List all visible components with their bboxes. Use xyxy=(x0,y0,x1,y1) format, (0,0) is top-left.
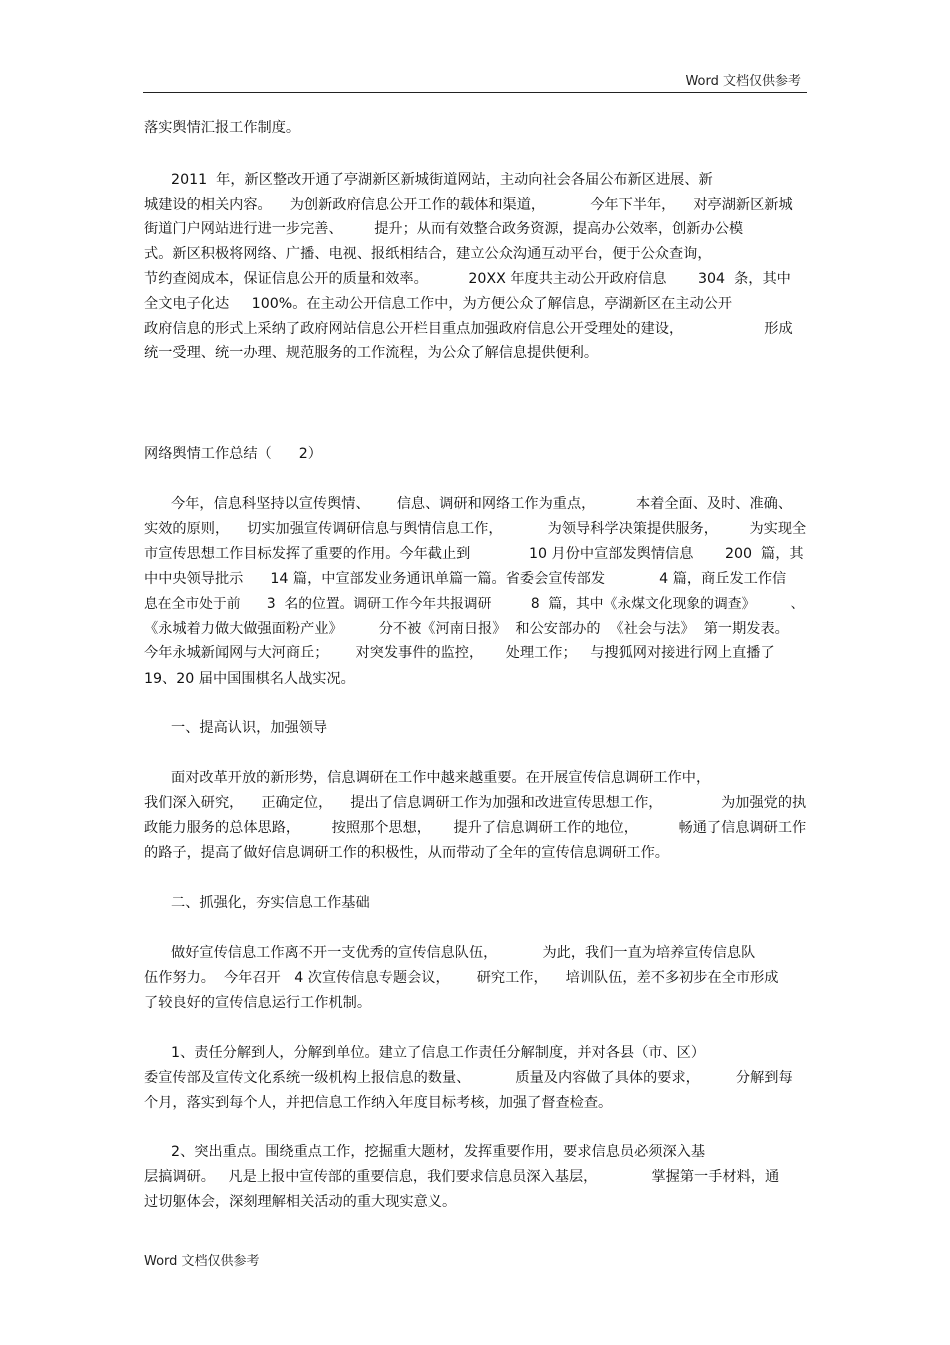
text-line: 面对改革开放的新形势，信息调研在工作中越来越重要。在开展宣传信息调研工作中， xyxy=(144,770,711,786)
text-line: 1、责任分解到人，分解到单位。建立了信息工作责任分解制度，并对各县（市、区） xyxy=(144,1045,706,1061)
text-line: 中中央领导批示 14 篇，中宣部发业务通讯单篇一篇。省委会宣传部发 4 篇，商丘发工作信 xyxy=(144,571,787,587)
text-line: 实效的原则， 切实加强宣传调研信息与舆情信息工作， 为领导科学决策提供服务， 为实现全 xyxy=(144,521,807,537)
text-line: 节约查阅成本，保证信息公开的质量和效率。 20XX 年度共主动公开政府信息 304 条，其中 xyxy=(144,271,791,287)
text-line: 政府信息的形式上采纳了政府网站信息公开栏目重点加强政府信息公开受理处的建设， 形成 xyxy=(144,321,793,337)
subheading: 一、提高认识，加强领导 xyxy=(144,720,328,736)
section-title: 网络舆情工作总结（ 2） xyxy=(144,446,322,462)
text-line: 过切躯体会，深刻理解相关活动的重大现实意义。 xyxy=(144,1194,457,1210)
text-line: 落实舆情汇报工作制度。 xyxy=(144,120,301,136)
text-line: 的路子，提高了做好信息调研工作的积极性，从而带动了全年的宣传信息调研工作。 xyxy=(144,845,669,861)
text-line: 伍作努力。 今年召开 4 次宣传信息专题会议， 研究工作， 培训队伍，差不多初步在全市形成 xyxy=(144,970,779,986)
text-line: 城建设的相关内容。 为创新政府信息公开工作的载体和渠道， 今年下半年， 对亭湖新区新城 xyxy=(144,197,793,213)
page-header xyxy=(143,68,807,93)
text-line: 全文电子化达 100%。在主动公开信息工作中，为方便公众了解信息，亭湖新区在主动公开 xyxy=(144,296,733,312)
text-line: 今年永城新闻网与大河商丘； 对突发事件的监控， 处理工作； 与搜狐网对接进行网上直播了 xyxy=(144,645,775,661)
text-line: 今年，信息科坚持以宣传舆情、 信息、调研和网络工作为重点， 本着全面、及时、准确、 xyxy=(144,496,793,512)
text-line: 做好宣传信息工作离不开一支优秀的宣传信息队伍， 为此，我们一直为培养宣传信息队 xyxy=(144,945,756,961)
text-line: 19、20 届中国围棋名人战实况。 xyxy=(144,671,355,687)
text-line: 《永城着力做大做强面粉产业》 分不被《河南日报》 和公安部办的 《社会与法》 第一期发表。 xyxy=(144,621,789,637)
text-line: 息在全市处于前 3 名的位置。调研工作今年共报调研 8 篇，其中《永煤文化现象的调查》 、 xyxy=(144,596,805,612)
text-line: 我们深入研究， 正确定位， 提出了信息调研工作为加强和改进宣传思想工作， 为加强党的执 xyxy=(144,795,807,811)
text-line: 市宣传思想工作目标发挥了重要的作用。今年截止到 10 月份中宣部发舆情信息 200 篇，其 xyxy=(144,546,804,562)
text-line: 了较良好的宣传信息运行工作机制。 xyxy=(144,995,372,1011)
text-line: 层搞调研。 凡是上报中宣传部的重要信息，我们要求信息员深入基层， 掌握第一手材料，通 xyxy=(144,1169,780,1185)
text-line: 2011 年，新区整改开通了亭湖新区新城街道网站，主动向社会各届公布新区进展、新 xyxy=(144,172,713,188)
text-line: 式。新区积极将网络、广播、电视、报纸相结合，建立公众沟通互动平台，便于公众查询， xyxy=(144,246,712,262)
text-line: 个月，落实到每个人，并把信息工作纳入年度目标考核，加强了督查检查。 xyxy=(144,1095,613,1111)
subheading: 二、抓强化，夯实信息工作基础 xyxy=(144,895,370,911)
text-line: 统一受理、统一办理、规范服务的工作流程，为公众了解信息提供便利。 xyxy=(144,345,599,361)
page-footer: Word 文档仅供参考 xyxy=(144,1254,260,1269)
header-text: Word 文档仅供参考 xyxy=(685,74,801,89)
text-line: 街道门户网站进行进一步完善、 提升；从而有效整合政务资源，提高办公效率，创新办公模 xyxy=(144,221,744,237)
text-line: 委宣传部及宣传文化系统一级机构上报信息的数量、 质量及内容做了具体的要求， 分解到每 xyxy=(144,1070,793,1086)
text-line: 政能力服务的总体思路， 按照那个思想， 提升了信息调研工作的地位， 畅通了信息调研工作 xyxy=(144,820,807,836)
text-line: 2、突出重点。围绕重点工作，挖掘重大题材，发挥重要作用，要求信息员必须深入基 xyxy=(144,1144,706,1160)
